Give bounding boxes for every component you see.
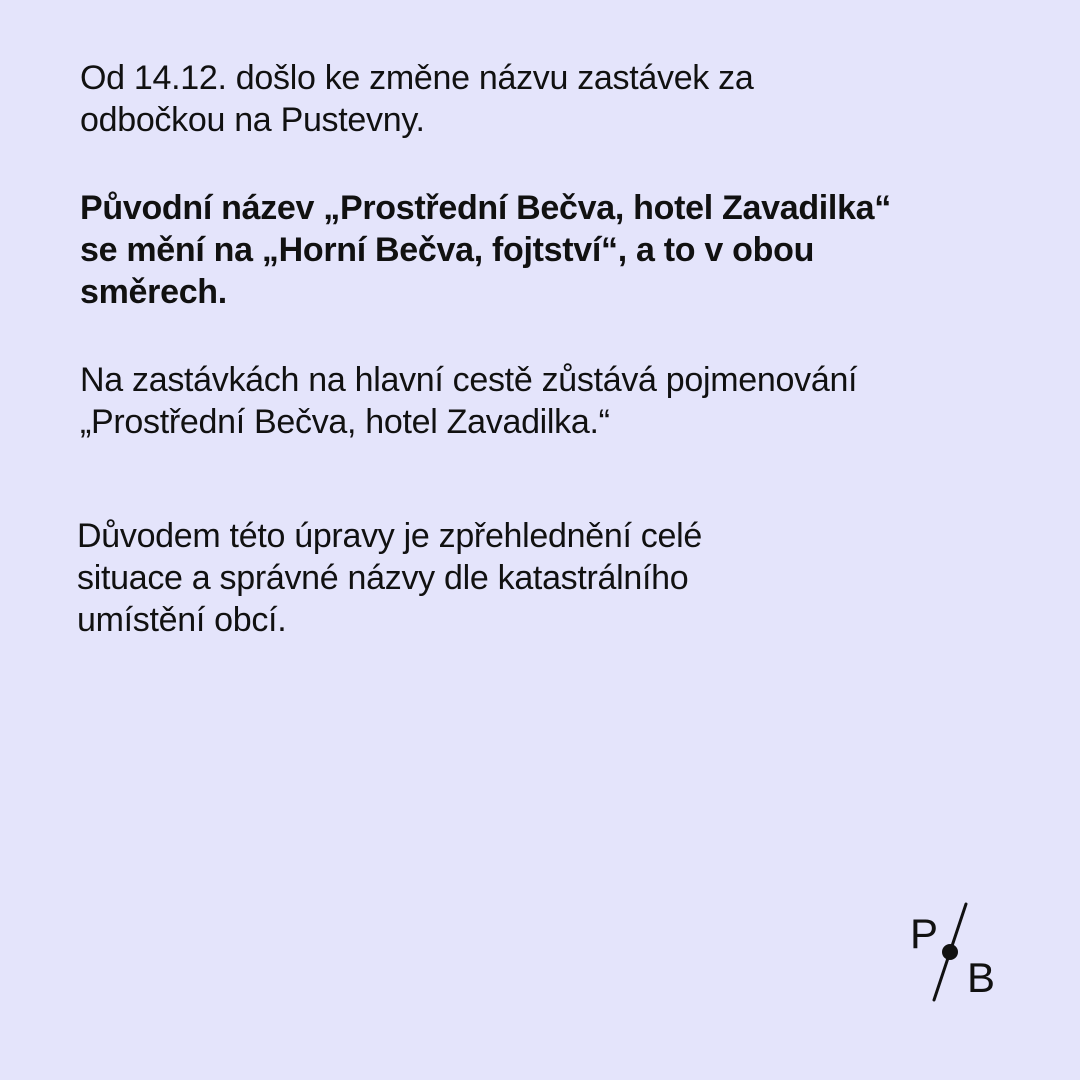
main-road-stops-paragraph: Na zastávkách na hlavní cestě zůstává pojmenování „Prostřední Bečva, hotel Zavadilka.“ <box>80 361 858 441</box>
logo-letter-b: B <box>967 954 996 1001</box>
rename-notice-paragraph: Původní název „Prostřední Bečva, hotel Zavadilka“ se mění na „Horní Bečva, fojtství“, a to v obou směrech. <box>80 189 891 311</box>
pb-logo <box>900 895 1010 1010</box>
reason-paragraph: Důvodem této úpravy je zpřehlednění celé situace a správné názvy dle katastrálního umístění obcí. <box>77 517 702 639</box>
logo-letter-p: P <box>910 910 939 957</box>
intro-paragraph: Od 14.12. došlo ke změne názvu zastávek za odbočkou na Pustevny. <box>80 59 754 139</box>
